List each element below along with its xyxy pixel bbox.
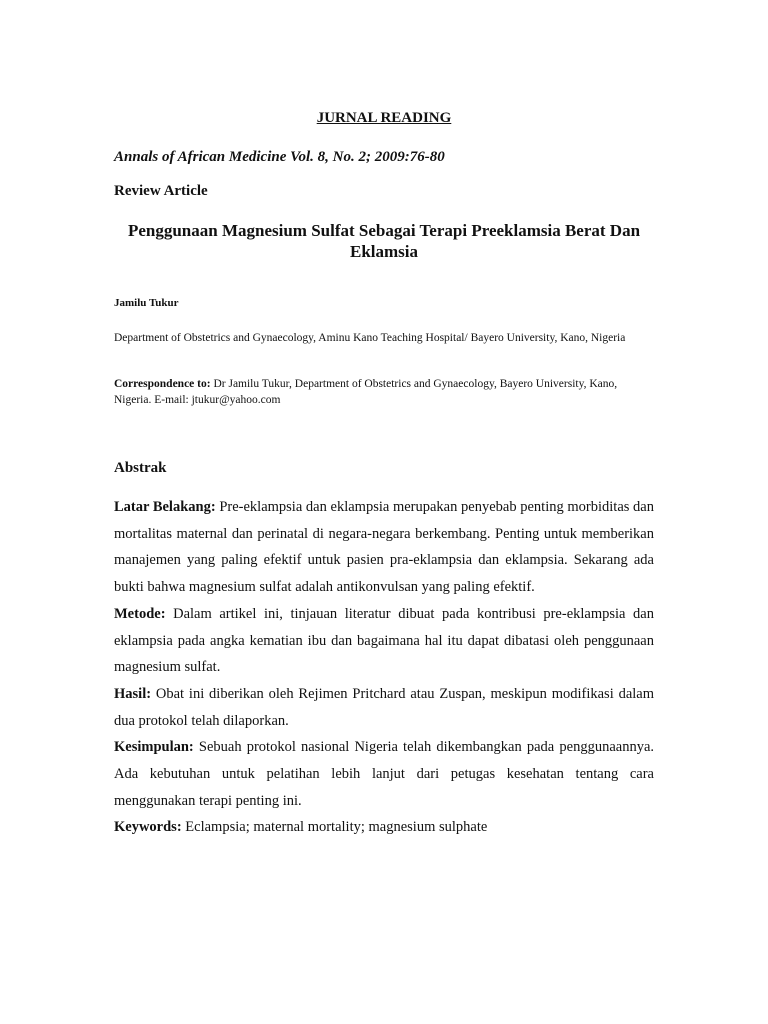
abstract-background <box>114 494 654 601</box>
article-type: Review Article <box>114 183 208 199</box>
correspondence-text: Dr Jamilu Tukur, Department of Obstetrics and Gynaecology, Bayero University, Kano, Nigeria. E-mail: jtukur@yahoo.com <box>114 378 618 406</box>
author-department: Department of Obstetrics and Gynaecology, Aminu Kano Teaching Hospital/ Bayero University, Kano, Nigeria <box>114 332 626 344</box>
abstract-conclusion <box>114 734 654 814</box>
abstract-body <box>114 494 654 841</box>
correspondence <box>114 376 654 408</box>
abstract-method <box>114 601 654 681</box>
journal-citation: Annals of African Medicine Vol. 8, No. 2; 2009:76-80 <box>114 149 445 165</box>
conclusion-label: Kesimpulan: <box>114 739 194 756</box>
abstract-heading: Abstrak <box>114 460 167 476</box>
conclusion-text: Sebuah protokol nasional Nigeria telah dikembangkan pada penggunaannya. Ada kebutuhan untuk pelatihan lebih lanjut dari petugas kesehatan tentang cara menggunakan terapi penting ini. <box>114 739 654 809</box>
result-label: Hasil: <box>114 685 152 702</box>
method-text: Dalam artikel ini, tinjauan literatur dibuat pada kontribusi pre-eklampsia dan eklampsia pada angka kematian ibu dan bagaimana hal itu dapat dibatasi oleh penggunaan magnesium sulfat. <box>114 605 654 676</box>
result-text: Obat ini diberikan oleh Rejimen Pritchard atau Zuspan, meskipun modifikasi dalam dua protokol telah dilaporkan. <box>114 685 654 729</box>
background-text: Pre-eklampsia dan eklampsia merupakan penyebab penting morbiditas dan mortalitas maternal dan perinatal di negara-negara berkembang. Penting untuk memberikan manajemen yang paling efektif untuk pasien pra-eklampsia dan eklampsia. Sekarang ada bukti bahwa magnesium sulfat adalah antikonvulsan yang paling efektif. <box>114 499 654 596</box>
method-label: Metode: <box>114 605 166 622</box>
abstract-result <box>114 681 654 734</box>
keywords-label: Keywords: <box>114 819 182 836</box>
correspondence-label: Correspondence to: <box>114 378 211 390</box>
author-name: Jamilu Tukur <box>114 297 179 309</box>
article-title: Penggunaan Magnesium Sulfat Sebagai Terapi Preeklamsia Berat Dan Eklamsia <box>127 221 641 261</box>
abstract-keywords <box>114 814 654 841</box>
keywords-text: Eclampsia; maternal mortality; magnesium sulphate <box>181 819 488 836</box>
background-label: Latar Belakang: <box>114 499 216 515</box>
document-title: JURNAL READING <box>316 110 452 126</box>
